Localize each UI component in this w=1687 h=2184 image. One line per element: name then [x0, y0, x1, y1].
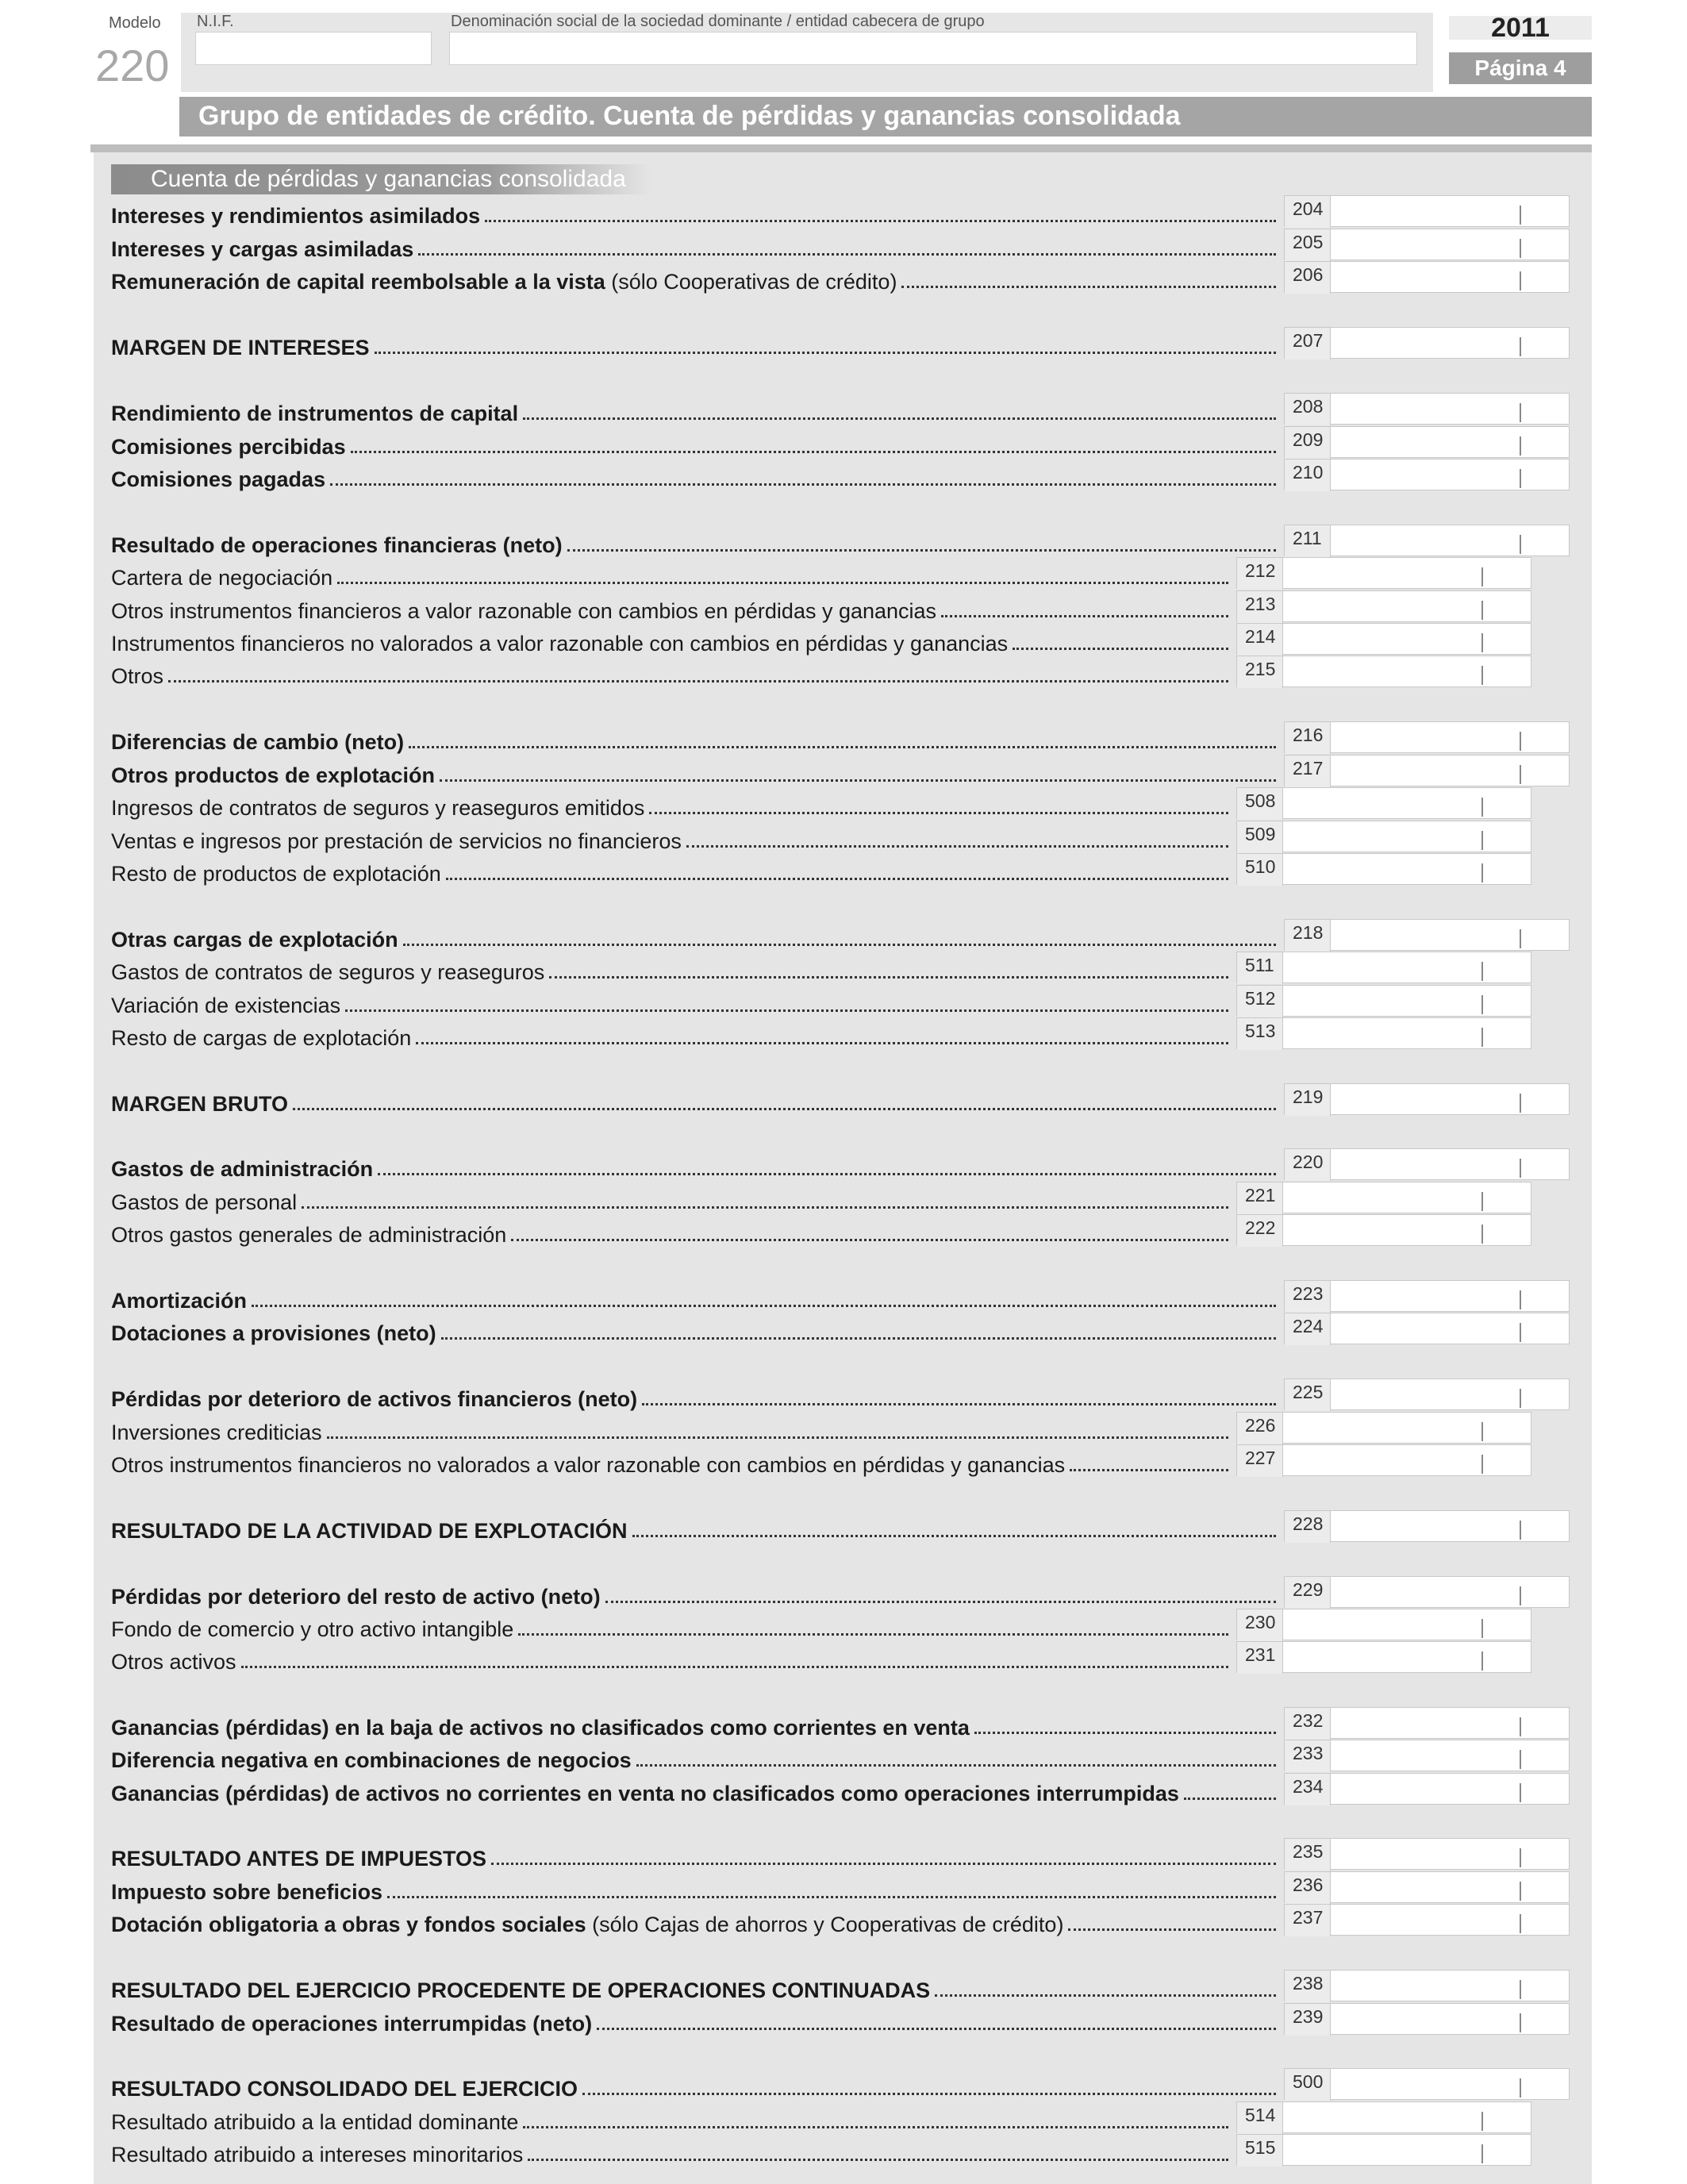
row-label: Ingresos de contratos de seguros y reaseguros emitidos: [111, 796, 645, 820]
leader-dots: [403, 944, 1276, 946]
box-code: 508: [1237, 788, 1283, 820]
leader-dots: [446, 878, 1228, 880]
leader-dots: [549, 976, 1228, 979]
leader-dots: [523, 2126, 1228, 2128]
pl-row-229: [111, 1578, 1279, 1609]
amount-field-212[interactable]: [1236, 557, 1531, 589]
decimal-separator-mark: [1520, 1323, 1521, 1342]
leader-dots: [378, 1173, 1276, 1175]
amount-field-515[interactable]: [1236, 2134, 1531, 2166]
row-label: Otros: [111, 664, 164, 688]
amount-field-222[interactable]: [1236, 1214, 1531, 1246]
pl-row-511: [111, 953, 1232, 985]
row-label: Gastos de personal: [111, 1190, 298, 1214]
decimal-separator-mark: [1520, 206, 1521, 225]
row-label: Variación de existencias: [111, 994, 341, 1017]
box-code: 208: [1285, 394, 1331, 425]
row-label: Ventas e ingresos por prestación de servicios no financieros: [111, 829, 682, 853]
row-label: MARGEN DE INTERESES: [111, 336, 370, 360]
pl-row-238: [111, 1971, 1279, 2003]
leader-dots: [327, 1436, 1228, 1439]
row-label: Diferencias de cambio (neto): [111, 730, 405, 754]
pl-row-515: [111, 2136, 1232, 2167]
row-label: Resto de productos de explotación: [111, 862, 441, 886]
pl-row-204: [111, 197, 1279, 229]
pl-row-214: [111, 625, 1232, 656]
row-label: Ganancias (pérdidas) de activos no corrientes en venta no clasificados como operaciones interrumpidas: [111, 1782, 1179, 1805]
pl-row-217: [111, 756, 1279, 788]
year: 2011: [1491, 13, 1550, 43]
amount-field-206[interactable]: [1284, 261, 1570, 293]
decimal-separator-mark: [1520, 1094, 1521, 1113]
amount-field-226[interactable]: [1236, 1412, 1531, 1444]
amount-field-235[interactable]: [1284, 1838, 1570, 1870]
amount-field-513[interactable]: [1236, 1017, 1531, 1049]
decimal-separator-mark: [1481, 962, 1483, 981]
leader-dots: [375, 352, 1276, 354]
amount-field-213[interactable]: [1236, 590, 1531, 622]
box-code: 221: [1237, 1182, 1283, 1214]
decimal-separator-mark: [1520, 239, 1521, 258]
form-title: Grupo de entidades de crédito. Cuenta de pérdidas y ganancias consolidada: [179, 97, 1592, 136]
box-code: 212: [1237, 558, 1283, 590]
leader-dots: [337, 582, 1228, 584]
box-code: 510: [1237, 854, 1283, 886]
row-label: Inversiones crediticias: [111, 1421, 322, 1444]
amount-field-209[interactable]: [1284, 426, 1570, 458]
box-code: 511: [1237, 952, 1283, 984]
decimal-separator-mark: [1520, 1290, 1521, 1309]
pl-row-233: [111, 1741, 1279, 1773]
row-label: RESULTADO DE LA ACTIVIDAD DE EXPLOTACIÓN: [111, 1519, 628, 1543]
amount-field-509[interactable]: [1236, 821, 1531, 852]
box-code: 229: [1285, 1577, 1331, 1609]
box-code: 236: [1285, 1872, 1331, 1904]
row-label: Impuesto sobre beneficios: [111, 1880, 383, 1904]
pl-row-223: [111, 1282, 1279, 1313]
amount-field-224[interactable]: [1284, 1313, 1570, 1344]
box-code: 515: [1237, 2135, 1283, 2167]
amount-field-211[interactable]: [1284, 525, 1570, 556]
decimal-separator-mark: [1520, 535, 1521, 554]
row-label: Cartera de negociación: [111, 566, 333, 590]
leader-dots: [901, 286, 1276, 288]
box-code: 207: [1285, 328, 1331, 360]
row-note: (sólo Cajas de ahorros y Cooperativas de crédito): [586, 1913, 1064, 1936]
row-label: RESULTADO DEL EJERCICIO PROCEDENTE DE OPERACIONES CONTINUADAS: [111, 1978, 931, 2002]
leader-dots: [409, 746, 1276, 748]
leader-dots: [293, 1108, 1276, 1110]
amount-field-231[interactable]: [1236, 1641, 1531, 1673]
denominacion-input[interactable]: [449, 32, 1417, 65]
nif-input[interactable]: [195, 32, 432, 65]
box-code: 224: [1285, 1313, 1331, 1345]
row-label: Otros gastos generales de administración: [111, 1223, 507, 1247]
pl-row-225: [111, 1380, 1279, 1412]
amount-field-205[interactable]: [1284, 229, 1570, 260]
decimal-separator-mark: [1520, 1750, 1521, 1769]
pl-row-508: [111, 789, 1232, 821]
row-label: Comisiones pagadas: [111, 467, 326, 491]
decimal-separator-mark: [1520, 271, 1521, 290]
decimal-separator-mark: [1481, 601, 1483, 620]
amount-field-233[interactable]: [1284, 1740, 1570, 1771]
decimal-separator-mark: [1481, 1422, 1483, 1441]
box-code: 214: [1237, 624, 1283, 656]
amount-field-227[interactable]: [1236, 1444, 1531, 1476]
amount-field-228[interactable]: [1284, 1510, 1570, 1542]
pl-row-234: [111, 1774, 1279, 1806]
decimal-separator-mark: [1481, 1651, 1483, 1671]
box-code: 230: [1237, 1609, 1283, 1641]
pl-row-222: [111, 1216, 1232, 1248]
leader-dots: [582, 2093, 1276, 2095]
box-code: 238: [1285, 1971, 1331, 2002]
box-code: 223: [1285, 1281, 1331, 1313]
page-badge: Página 4: [1449, 52, 1592, 84]
decimal-separator-mark: [1481, 1192, 1483, 1211]
decimal-separator-mark: [1481, 995, 1483, 1014]
amount-field-511[interactable]: [1236, 952, 1531, 983]
row-label: Diferencia negativa en combinaciones de negocios: [111, 1748, 632, 1772]
row-label: Otros productos de explotación: [111, 763, 436, 787]
decimal-separator-mark: [1520, 337, 1521, 356]
row-label: Gastos de contratos de seguros y reaseguros: [111, 960, 545, 984]
decimal-separator-mark: [1481, 666, 1483, 685]
leader-dots: [1068, 1928, 1276, 1931]
box-code: 209: [1285, 427, 1331, 459]
row-label: Gastos de administración: [111, 1157, 374, 1181]
decimal-separator-mark: [1520, 929, 1521, 948]
box-code: 235: [1285, 1839, 1331, 1871]
amount-field-204[interactable]: [1284, 195, 1570, 227]
decimal-separator-mark: [1520, 1717, 1521, 1736]
decimal-separator-mark: [1520, 469, 1521, 488]
box-code: 234: [1285, 1774, 1331, 1805]
decimal-separator-mark: [1520, 436, 1521, 456]
box-code: 204: [1285, 196, 1331, 228]
pl-row-224: [111, 1314, 1279, 1346]
leader-dots: [485, 220, 1276, 222]
box-code: 225: [1285, 1379, 1331, 1411]
row-label: Intereses y cargas asimiladas: [111, 237, 414, 261]
leader-dots: [632, 1535, 1276, 1537]
pl-row-205: [111, 230, 1279, 262]
pl-row-215: [111, 657, 1232, 689]
pl-row-232: [111, 1709, 1279, 1740]
amount-field-207[interactable]: [1284, 327, 1570, 359]
denominacion-label: Denominación social de la sociedad dominante / entidad cabecera de grupo: [451, 13, 985, 30]
leader-dots: [605, 1601, 1276, 1603]
panel-top-border: [90, 144, 1592, 152]
box-code: 500: [1285, 2069, 1331, 2101]
pl-row-235: [111, 1840, 1279, 1871]
amount-field-215[interactable]: [1236, 656, 1531, 687]
pl-row-513: [111, 1019, 1232, 1051]
amount-field-236[interactable]: [1284, 1871, 1570, 1903]
pl-row-218: [111, 921, 1279, 952]
box-code: 232: [1285, 1708, 1331, 1740]
modelo-number: 220: [95, 40, 170, 90]
amount-field-220[interactable]: [1284, 1148, 1570, 1180]
box-code: 231: [1237, 1642, 1283, 1674]
box-code: 219: [1285, 1084, 1331, 1116]
row-label: Otros activos: [111, 1650, 236, 1674]
amount-field-223[interactable]: [1284, 1280, 1570, 1312]
amount-field-234[interactable]: [1284, 1773, 1570, 1805]
pl-row-236: [111, 1873, 1279, 1905]
decimal-separator-mark: [1520, 2078, 1521, 2097]
pl-row-210: [111, 460, 1279, 492]
pl-row-221: [111, 1183, 1232, 1215]
pl-row-231: [111, 1643, 1232, 1675]
leader-dots: [1013, 648, 1228, 650]
pl-row-219: [111, 1085, 1279, 1117]
decimal-separator-mark: [1520, 1980, 1521, 1999]
leader-dots: [491, 1863, 1276, 1865]
row-label: Pérdidas por deterioro de activos financieros (neto): [111, 1387, 638, 1411]
leader-dots: [418, 253, 1276, 256]
decimal-separator-mark: [1520, 403, 1521, 422]
box-code: 226: [1237, 1413, 1283, 1444]
leader-dots: [345, 1009, 1228, 1012]
pl-row-213: [111, 592, 1232, 624]
amount-field-508[interactable]: [1236, 787, 1531, 819]
pl-row-209: [111, 428, 1279, 459]
amount-field-221[interactable]: [1236, 1182, 1531, 1213]
box-code: 233: [1285, 1740, 1331, 1772]
row-label: Resultado atribuido a intereses minoritarios: [111, 2143, 524, 2167]
amount-field-225[interactable]: [1284, 1378, 1570, 1410]
pl-row-230: [111, 1610, 1232, 1642]
amount-field-512[interactable]: [1236, 985, 1531, 1017]
box-code: 211: [1285, 525, 1331, 557]
decimal-separator-mark: [1520, 1521, 1521, 1540]
pl-row-216: [111, 723, 1279, 755]
pl-row-212: [111, 559, 1232, 590]
row-label: Amortización: [111, 1289, 248, 1313]
row-label: Otras cargas de explotación: [111, 928, 398, 952]
pl-row-510: [111, 855, 1232, 886]
leader-dots: [351, 451, 1276, 453]
box-code: 206: [1285, 262, 1331, 294]
row-label: Otros instrumentos financieros no valorados a valor razonable con cambios en pérdidas y ganancias: [111, 1453, 1066, 1477]
pl-row-206: [111, 263, 1279, 294]
row-label: Resultado atribuido a la entidad dominante: [111, 2110, 519, 2134]
decimal-separator-mark: [1481, 1455, 1483, 1474]
pl-row-512: [111, 986, 1232, 1018]
leader-dots: [935, 1994, 1276, 1997]
decimal-separator-mark: [1481, 863, 1483, 882]
leader-dots: [636, 1764, 1276, 1767]
box-code: 512: [1237, 986, 1283, 1017]
amount-field-510[interactable]: [1236, 853, 1531, 885]
amount-field-237[interactable]: [1284, 1904, 1570, 1936]
leader-dots: [1070, 1469, 1228, 1471]
amount-field-219[interactable]: [1284, 1083, 1570, 1115]
leader-dots: [528, 2159, 1228, 2161]
amount-field-232[interactable]: [1284, 1707, 1570, 1739]
amount-field-229[interactable]: [1284, 1576, 1570, 1608]
amount-field-500[interactable]: [1284, 2068, 1570, 2100]
box-code: 222: [1237, 1215, 1283, 1247]
row-label: Remuneración de capital reembolsable a la vista: [111, 270, 605, 294]
leader-dots: [302, 1206, 1228, 1209]
box-code: 228: [1285, 1511, 1331, 1543]
pl-row-226: [111, 1413, 1232, 1445]
pl-row-509: [111, 822, 1232, 854]
decimal-separator-mark: [1520, 1159, 1521, 1178]
pl-row-227: [111, 1446, 1232, 1478]
pl-row-239: [111, 2005, 1279, 2036]
box-code: 215: [1237, 656, 1283, 688]
amount-field-216[interactable]: [1284, 721, 1570, 753]
row-label: Instrumentos financieros no valorados a valor razonable con cambios en pérdidas y ganancias: [111, 632, 1009, 656]
leader-dots: [686, 845, 1228, 848]
row-label: Fondo de comercio y otro activo intangible: [111, 1617, 514, 1641]
decimal-separator-mark: [1481, 1619, 1483, 1638]
leader-dots: [440, 779, 1276, 782]
decimal-separator-mark: [1481, 831, 1483, 850]
leader-dots: [416, 1042, 1228, 1044]
modelo-label: Modelo: [109, 14, 161, 32]
amount-field-208[interactable]: [1284, 393, 1570, 425]
amount-field-218[interactable]: [1284, 919, 1570, 951]
row-label: Dotación obligatoria a obras y fondos sociales: [111, 1913, 586, 1936]
box-code: 227: [1237, 1445, 1283, 1477]
box-code: 239: [1285, 2004, 1331, 2036]
amount-field-238[interactable]: [1284, 1970, 1570, 2001]
row-note: (sólo Cooperativas de crédito): [605, 270, 897, 294]
leader-dots: [649, 812, 1228, 814]
box-code: 220: [1285, 1149, 1331, 1181]
row-label: Pérdidas por deterioro del resto de activo (neto): [111, 1585, 601, 1609]
pl-row-211: [111, 526, 1279, 558]
box-code: 237: [1285, 1905, 1331, 1936]
decimal-separator-mark: [1520, 2013, 1521, 2032]
decimal-separator-mark: [1520, 1914, 1521, 1933]
pl-row-207: [111, 329, 1279, 360]
pl-row-500: [111, 2070, 1279, 2101]
pl-row-208: [111, 394, 1279, 426]
decimal-separator-mark: [1481, 798, 1483, 817]
box-code: 513: [1237, 1018, 1283, 1050]
box-code: 509: [1237, 821, 1283, 853]
pl-row-514: [111, 2103, 1232, 2135]
row-label: Comisiones percibidas: [111, 435, 346, 459]
leader-dots: [511, 1239, 1228, 1241]
leader-dots: [441, 1337, 1276, 1340]
box-code: 210: [1285, 459, 1331, 491]
leader-dots: [523, 417, 1276, 420]
decimal-separator-mark: [1481, 633, 1483, 652]
leader-dots: [974, 1732, 1276, 1734]
nif-label: N.I.F.: [197, 13, 234, 30]
decimal-separator-mark: [1520, 765, 1521, 784]
decimal-separator-mark: [1520, 1882, 1521, 1901]
box-code: 514: [1237, 2102, 1283, 2134]
row-label: Otros instrumentos financieros a valor razonable con cambios en pérdidas y ganancias: [111, 599, 937, 623]
decimal-separator-mark: [1481, 1225, 1483, 1244]
leader-dots: [252, 1305, 1276, 1307]
row-label: MARGEN BRUTO: [111, 1092, 289, 1116]
pl-row-220: [111, 1150, 1279, 1182]
box-code: 218: [1285, 920, 1331, 952]
decimal-separator-mark: [1481, 2112, 1483, 2131]
leader-dots: [168, 680, 1228, 682]
decimal-separator-mark: [1481, 2144, 1483, 2163]
box-code: 205: [1285, 229, 1331, 261]
box-code: 213: [1237, 591, 1283, 623]
row-label: RESULTADO ANTES DE IMPUESTOS: [111, 1847, 487, 1871]
leader-dots: [241, 1666, 1228, 1668]
amount-field-217[interactable]: [1284, 755, 1570, 786]
row-label: Resto de cargas de explotación: [111, 1026, 412, 1050]
pl-row-228: [111, 1512, 1279, 1544]
leader-dots: [642, 1403, 1276, 1405]
row-label: Dotaciones a provisiones (neto): [111, 1321, 436, 1345]
row-label: Resultado de operaciones financieras (neto): [111, 533, 563, 557]
row-label: RESULTADO CONSOLIDADO DEL EJERCICIO: [111, 2077, 578, 2101]
amount-field-230[interactable]: [1236, 1609, 1531, 1640]
leader-dots: [387, 1896, 1276, 1898]
leader-dots: [567, 549, 1276, 552]
decimal-separator-mark: [1481, 1028, 1483, 1047]
section-label: Cuenta de pérdidas y ganancias consolidada: [111, 164, 651, 194]
leader-dots: [518, 1633, 1228, 1636]
pl-row-237: [111, 1905, 1279, 1937]
amount-field-239[interactable]: [1284, 2003, 1570, 2035]
decimal-separator-mark: [1520, 1848, 1521, 1867]
leader-dots: [1184, 1798, 1276, 1800]
decimal-separator-mark: [1520, 1783, 1521, 1802]
decimal-separator-mark: [1520, 1389, 1521, 1408]
box-code: 217: [1285, 756, 1331, 787]
row-label: Ganancias (pérdidas) en la baja de activos no clasificados como corrientes en venta: [111, 1716, 970, 1740]
decimal-separator-mark: [1520, 1586, 1521, 1605]
decimal-separator-mark: [1481, 567, 1483, 586]
amount-field-210[interactable]: [1284, 459, 1570, 490]
leader-dots: [330, 483, 1276, 486]
decimal-separator-mark: [1520, 732, 1521, 751]
box-code: 216: [1285, 722, 1331, 754]
row-label: Resultado de operaciones interrumpidas (neto): [111, 2012, 593, 2036]
amount-field-514[interactable]: [1236, 2101, 1531, 2133]
leader-dots: [941, 615, 1228, 617]
row-label: Intereses y rendimientos asimilados: [111, 204, 481, 228]
row-label: Rendimiento de instrumentos de capital: [111, 402, 519, 425]
leader-dots: [597, 2028, 1276, 2030]
amount-field-214[interactable]: [1236, 623, 1531, 655]
